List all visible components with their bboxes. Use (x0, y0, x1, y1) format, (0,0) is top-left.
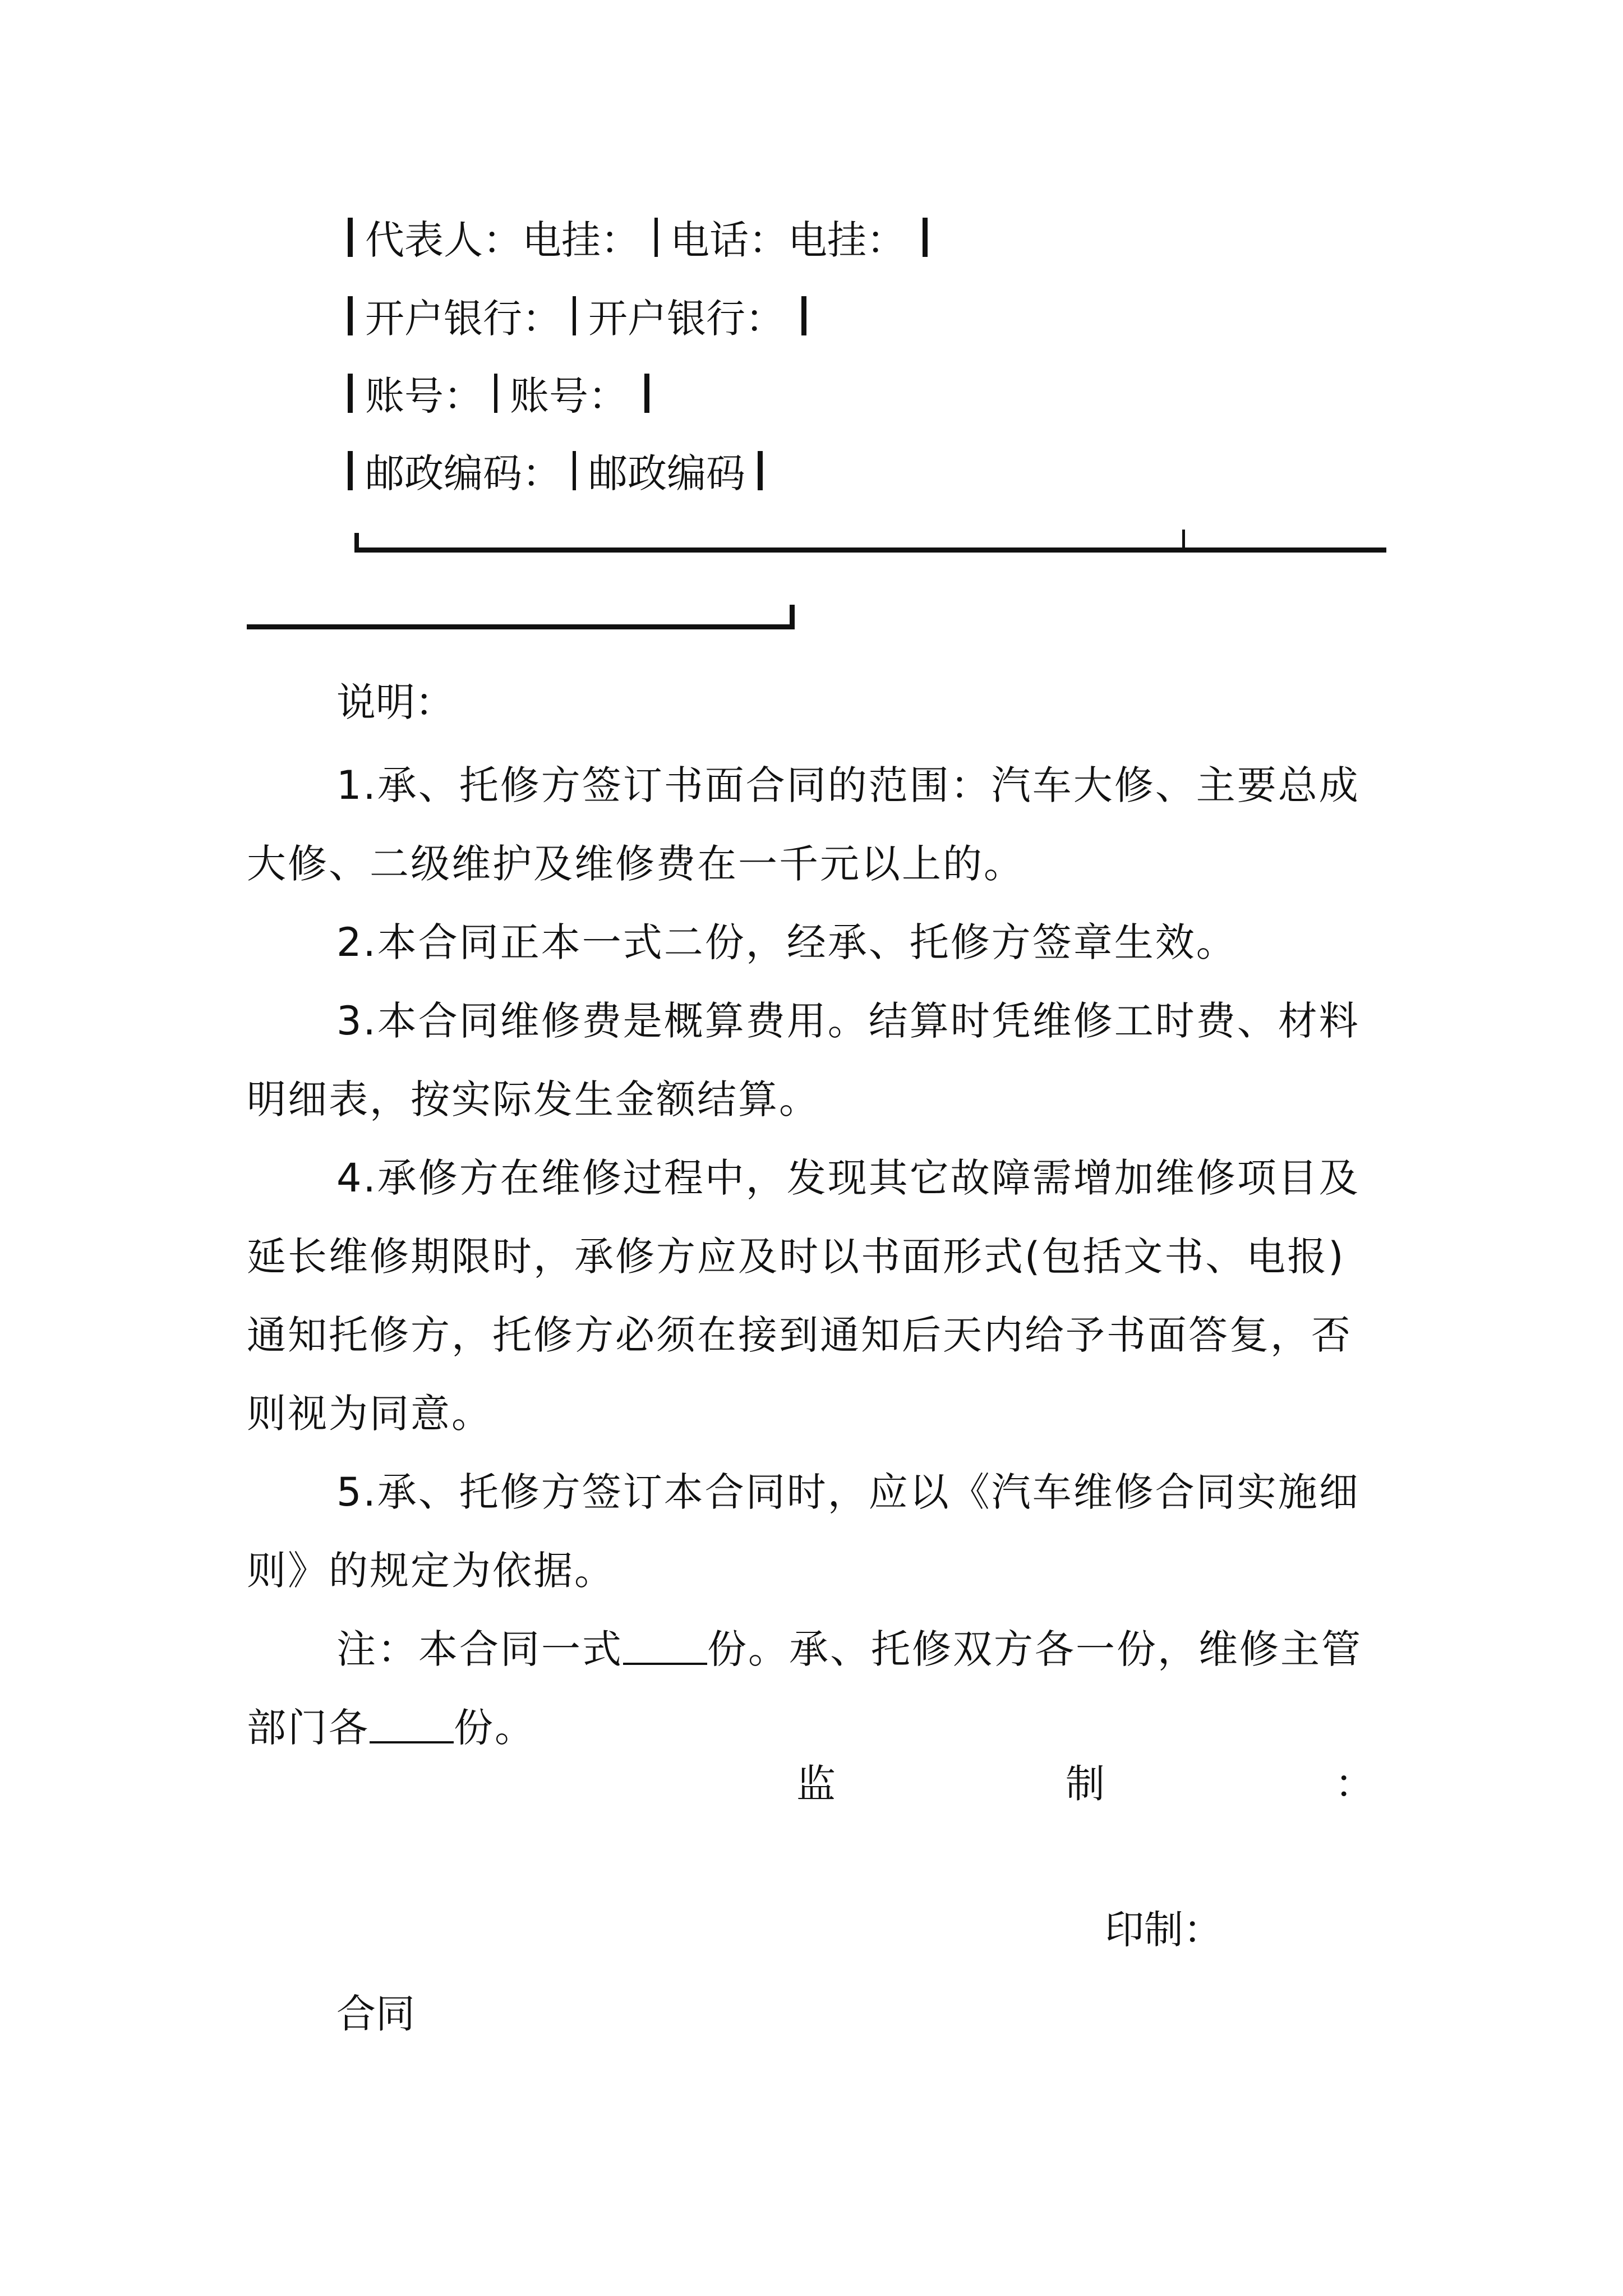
footnote-text: 份。 (454, 1705, 536, 1751)
table-border (801, 296, 806, 335)
table-bottom-border-continued (247, 624, 794, 629)
note-item: 1.承、托修方签订书面合同的范围：汽车大修、主要总成大修、二级维护及维修费在一千元以上的。 (247, 762, 1360, 887)
supervise-colon: ： (1335, 1761, 1374, 1807)
footnote (247, 1610, 1380, 1767)
supervise-char: 监 (796, 1761, 836, 1807)
table-cell-left: 邮政编码： (365, 450, 561, 496)
contract-label: 合同 (336, 1991, 415, 2037)
note-item: 4.承修方在维修过程中，发现其它故障需增加维修项目及延长维修期限时，承修方应及时以书面形式(包括文书、电报)通知托修方，托修方必须在接到通知后天内给予书面答复，否则视为同意。 (247, 1155, 1360, 1437)
table-divider-tick (1182, 530, 1185, 549)
table-cell-right: 邮政编码 (588, 450, 745, 496)
copies-blank (370, 1708, 454, 1743)
table-border (573, 296, 576, 335)
table-border (494, 374, 497, 413)
table-border (573, 451, 576, 490)
note-item: 3.本合同维修费是概算费用。结算时凭维修工时费、材料明细表，按实际发生金额结算。 (247, 998, 1360, 1122)
table-cell-right: 账号： (510, 373, 628, 419)
table-cell-left: 代表人：电挂： (365, 217, 640, 263)
table-border-right-corner (790, 605, 795, 629)
table-border (348, 374, 353, 413)
print-label: 印制： (1105, 1907, 1223, 1953)
table-row (348, 445, 763, 501)
table-bottom-border (354, 547, 1386, 553)
table-row (348, 291, 806, 347)
notes-heading: 说明： (336, 679, 454, 725)
footnote-text: 份。承、托修双方各一份，维修主管部门各 (247, 1626, 1362, 1751)
table-border (348, 218, 353, 257)
note-item: 5.承、托修方签订本合同时，应以《汽车维修合同实施细则》的规定为依据。 (247, 1469, 1360, 1594)
table-border (654, 218, 658, 257)
supervise-char: 制 (1066, 1761, 1105, 1807)
table-border (644, 374, 649, 413)
table-row (348, 368, 649, 424)
note-item: 2.本合同正本一式二份，经承、托修方签章生效。 (336, 919, 1237, 965)
table-border (923, 218, 928, 257)
table-cell-right: 开户银行： (588, 296, 785, 342)
table-cell-right: 电话：电挂： (670, 217, 906, 263)
table-border (758, 451, 763, 490)
table-cell-left: 账号： (365, 373, 483, 419)
table-border (348, 451, 353, 490)
table-cell-left: 开户银行： (365, 296, 561, 342)
footnote-text: 注：本合同一式 (336, 1626, 623, 1672)
table-row (348, 212, 928, 268)
copies-blank (623, 1629, 707, 1665)
table-border (348, 296, 353, 335)
